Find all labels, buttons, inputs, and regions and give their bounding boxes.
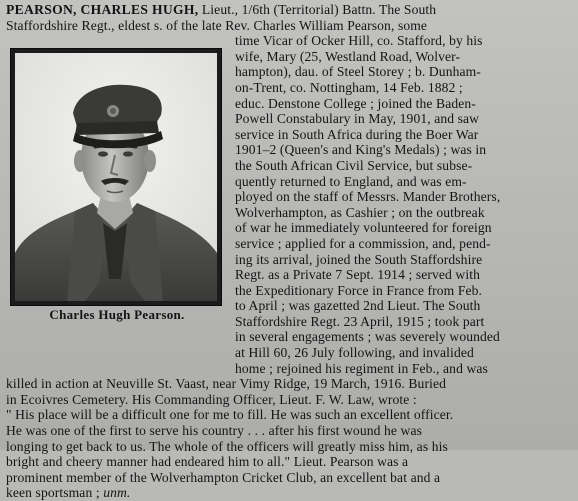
entry-line: He was one of the first to serve his country . . . after his first wound he was (6, 423, 422, 439)
entry-line: on-Trent, co. Nottingham, 14 Feb. 1882 ; (235, 79, 463, 95)
marital-status: unm. (103, 485, 131, 501)
entry-line: service ; applied for a commission, and, pend- (235, 235, 491, 251)
entry-line: wife, Mary (25, Westland Road, Wolver- (235, 48, 461, 64)
entry-line: in several engagements ; was severely wounded (235, 329, 500, 345)
entry-line: 1901–2 (Queen's and King's Medals) ; was in (235, 142, 487, 158)
photo-caption: Charles Hugh Pearson. (49, 307, 185, 322)
entry-line: Wolverhampton, as Cashier ; on the outbreak (235, 204, 485, 220)
entry-line: Regt. as a Private 7 Sept. 1914 ; served with (235, 267, 480, 283)
entry-line: hampton), dau. of Steel Storey ; b. Dunham- (235, 64, 481, 80)
entry-line: the South African Civil Service, but subse- (235, 157, 473, 173)
entry-line: to April ; was gazetted 2nd Lieut. The South (235, 298, 481, 314)
entry-line: PEARSON, CHARLES HUGH, Lieut., 1/6th (Territorial) Battn. The South (6, 2, 437, 17)
entry-line: quently returned to England, and was em- (235, 173, 467, 189)
entry-line: Powell Constabulary in May, 1901, and saw (235, 111, 480, 127)
entry-line: longing to get back to us. The whole of the officers will greatly miss him, as his (6, 438, 448, 454)
entry-line: educ. Denstone College ; joined the Baden- (235, 95, 476, 111)
entry-line: bright and cheery manner had endeared him to all." Lieut. Pearson was a (6, 454, 409, 470)
entry-line: time Vicar of Ocker Hill, co. Stafford, by his (235, 33, 483, 49)
entry-line: home ; rejoined his regiment in Feb., and was (235, 360, 488, 376)
entry-line: Staffordshire Regt. 23 April, 1915 ; took part (235, 313, 485, 329)
entry-line: of war he immediately volunteered for foreign (235, 220, 492, 236)
entry-line: killed in action at Neuville St. Vaast, near Vimy Ridge, 19 March, 1916. Buried (6, 376, 446, 392)
entry-name: PEARSON, CHARLES HUGH, (6, 2, 199, 17)
entry-line: " His place will be a difficult one for me to fill. He was such an excellent officer. (6, 407, 454, 423)
entry-line: at Hill 60, 26 July following, and invalided (235, 345, 474, 361)
entry-line: ing its arrival, joined the South Staffordshire (235, 251, 483, 267)
entry-line: prominent member of the Wolverhampton Cricket Club, an excellent bat and a (6, 469, 441, 485)
entry-line: the Expeditionary Force in France from Feb. (235, 282, 483, 298)
entry-line: keen sportsman ; unm. (6, 485, 131, 501)
entry-line: in Ecoivres Cemetery. His Commanding Officer, Lieut. F. W. Law, wrote : (6, 391, 417, 407)
entry-line: ployed on the staff of Messrs. Mander Brothers, (235, 189, 501, 205)
entry-line: service in South Africa during the Boer War (235, 126, 479, 142)
biography-entry (6, 2, 574, 501)
entry-line: Staffordshire Regt., eldest s. of the late Rev. Charles William Pearson, some (6, 17, 428, 33)
